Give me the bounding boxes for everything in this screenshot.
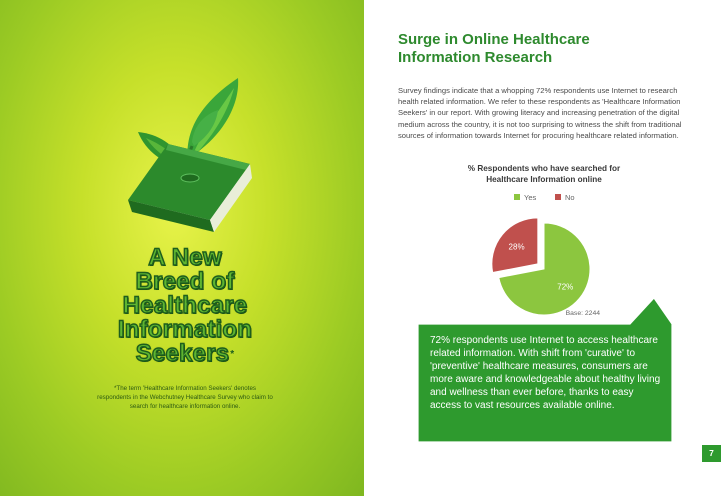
book-with-sprout-icon <box>110 60 270 235</box>
chart-base-note: Base: 2244 <box>565 310 600 317</box>
footnote-line: respondents in the Webchutney Healthcare Survey who claim to <box>97 394 273 401</box>
pie-label-yes: 72% <box>557 282 574 292</box>
legend-label-yes: Yes <box>524 193 537 202</box>
left-title-line: Healthcare <box>122 292 248 319</box>
page-title <box>398 31 698 67</box>
page-title-line: Information Research <box>398 49 553 66</box>
page-number: 7 <box>702 445 721 462</box>
legend-item-yes <box>514 193 536 202</box>
intro-paragraph: Survey findings indicate that a whopping 72% respondents use Internet to research health related information. We refer to these respondents as 'Healthcare Information Seekers' in our report. With growing literacy and increasing penetration of the digital medium across the country, it is not too surprising to witness the shift from traditional sources of information towards Internet for procuring healthcare related information. <box>398 86 682 140</box>
legend-label-no: No <box>565 193 575 202</box>
footnote-line: *The term 'Healthcare Information Seekers' denotes <box>114 385 256 392</box>
left-title-word: Seekers <box>135 340 230 367</box>
footnote-line: search for healthcare information online. <box>129 403 241 410</box>
soil-hole-icon <box>181 174 199 182</box>
right-panel <box>364 0 728 496</box>
left-title-line-last <box>90 342 280 366</box>
page-title-line: Surge in Online Healthcare <box>398 31 590 48</box>
left-title-line: A New <box>148 244 222 271</box>
left-title-line: Breed of <box>135 268 235 295</box>
left-title <box>90 246 280 366</box>
left-title-asterisk: * <box>230 349 235 360</box>
pie-label-no: 28% <box>508 242 525 252</box>
legend-swatch-no <box>555 194 561 200</box>
legend-item-no <box>555 193 575 202</box>
left-footnote <box>90 384 280 411</box>
chart-title <box>434 164 654 185</box>
chart-title-line: Healthcare Information online <box>486 174 602 184</box>
chart-title-line: % Respondents who have searched for <box>467 164 621 173</box>
legend-swatch-yes <box>514 194 520 200</box>
callout-text: 72% respondents use Internet to access healthcare related information. With shift from 'curative' to 'preventive' healthcare measures, consumers are more aware and knowledgeable about healthy living and wellness than ever before, thanks to easy access to vast resources available online. <box>430 335 661 411</box>
left-title-line: Information <box>117 316 253 343</box>
